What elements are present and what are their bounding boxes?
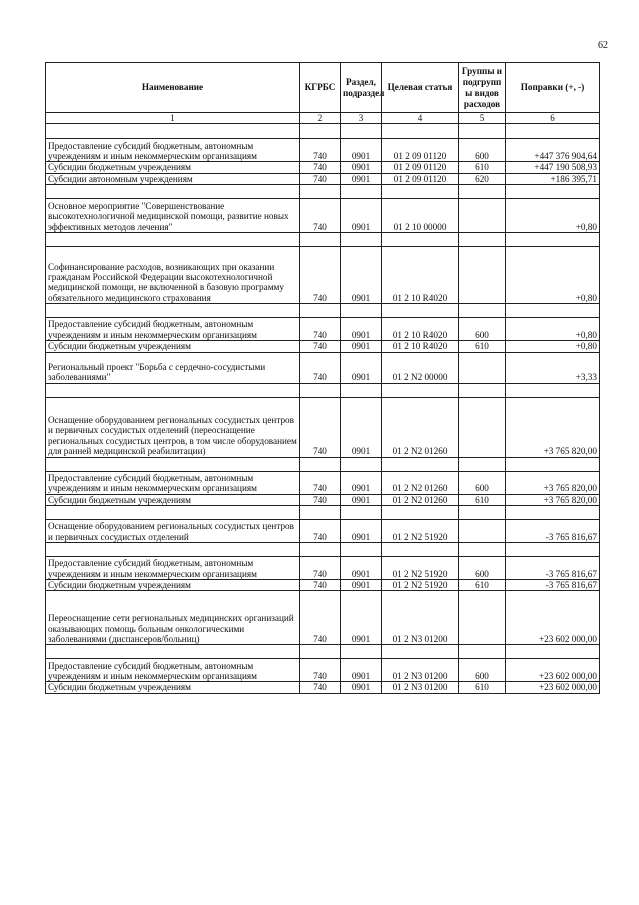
cell-amendment: +447 376 904,64 <box>506 139 600 162</box>
cell-name: Региональный проект "Борьба с сердечно-сосудистыми заболеваниями" <box>46 352 300 383</box>
cell-name: Оснащение оборудованием региональных сосудистых центров и первичных сосудистых отделений <box>46 520 300 543</box>
table-row <box>46 247 600 304</box>
cell-group <box>459 247 506 304</box>
cell-section: 0901 <box>341 471 382 494</box>
cell-group <box>459 457 506 471</box>
cell-section <box>341 304 382 318</box>
cell-target <box>382 233 459 247</box>
cell-group: 620 <box>459 173 506 184</box>
cell-kgrbs <box>300 457 341 471</box>
cell-target: 01 2 N3 01200 <box>382 591 459 645</box>
cell-target: 01 2 N2 51920 <box>382 580 459 591</box>
table-row <box>46 543 600 557</box>
table-row <box>46 199 600 233</box>
cell-name <box>46 457 300 471</box>
cell-amendment: +3,33 <box>506 352 600 383</box>
cell-target: 01 2 N2 51920 <box>382 520 459 543</box>
cell-kgrbs: 740 <box>300 318 341 341</box>
cell-target: 01 2 N3 01200 <box>382 659 459 682</box>
cell-kgrbs: 740 <box>300 591 341 645</box>
cell-target <box>382 124 459 139</box>
cell-section: 0901 <box>341 557 382 580</box>
cell-section: 0901 <box>341 591 382 645</box>
col-number: 4 <box>382 113 459 124</box>
cell-kgrbs: 740 <box>300 247 341 304</box>
cell-amendment: +3 765 820,00 <box>506 471 600 494</box>
cell-name: Субсидии автономным учреждениям <box>46 173 300 184</box>
cell-section <box>341 185 382 199</box>
cell-group <box>459 233 506 247</box>
cell-target: 01 2 10 R4020 <box>382 247 459 304</box>
table-row <box>46 397 600 457</box>
cell-amendment: +0,80 <box>506 318 600 341</box>
page-number: 62 <box>598 40 608 51</box>
cell-section <box>341 645 382 659</box>
cell-group: 600 <box>459 139 506 162</box>
cell-kgrbs: 740 <box>300 494 341 505</box>
cell-group <box>459 543 506 557</box>
cell-group: 600 <box>459 471 506 494</box>
header-target: Целевая статья <box>382 63 459 113</box>
cell-name: Предоставление субсидий бюджетным, автономным учреждениям и иным некоммерческим организациям <box>46 139 300 162</box>
table-row <box>46 682 600 693</box>
cell-group <box>459 185 506 199</box>
table-row <box>46 591 600 645</box>
cell-name <box>46 645 300 659</box>
table-row <box>46 352 600 383</box>
cell-target: 01 2 10 R4020 <box>382 318 459 341</box>
cell-section: 0901 <box>341 173 382 184</box>
cell-kgrbs: 740 <box>300 173 341 184</box>
col-number: 1 <box>46 113 300 124</box>
cell-group: 600 <box>459 557 506 580</box>
cell-amendment <box>506 543 600 557</box>
header-amendment: Поправки (+, -) <box>506 63 600 113</box>
cell-amendment: +23 602 000,00 <box>506 682 600 693</box>
cell-group <box>459 397 506 457</box>
cell-kgrbs: 740 <box>300 520 341 543</box>
cell-section: 0901 <box>341 580 382 591</box>
cell-target <box>382 304 459 318</box>
cell-group: 610 <box>459 494 506 505</box>
cell-target: 01 2 N2 01260 <box>382 494 459 505</box>
col-number: 5 <box>459 113 506 124</box>
table-row <box>46 304 600 318</box>
table-row <box>46 124 600 139</box>
table-row <box>46 494 600 505</box>
cell-target: 01 2 09 01120 <box>382 139 459 162</box>
cell-group <box>459 520 506 543</box>
cell-section <box>341 233 382 247</box>
cell-kgrbs: 740 <box>300 471 341 494</box>
table-row <box>46 580 600 591</box>
cell-section: 0901 <box>341 162 382 173</box>
cell-name <box>46 304 300 318</box>
cell-name: Субсидии бюджетным учреждениям <box>46 341 300 352</box>
cell-group: 610 <box>459 162 506 173</box>
cell-group: 610 <box>459 341 506 352</box>
cell-section: 0901 <box>341 494 382 505</box>
cell-kgrbs: 740 <box>300 162 341 173</box>
table-row <box>46 341 600 352</box>
header-kgrbs: КГРБС <box>300 63 341 113</box>
cell-section: 0901 <box>341 397 382 457</box>
cell-kgrbs: 740 <box>300 557 341 580</box>
cell-kgrbs <box>300 185 341 199</box>
cell-section <box>341 457 382 471</box>
header-name: Наименование <box>46 63 300 113</box>
cell-amendment: +23 602 000,00 <box>506 591 600 645</box>
cell-group <box>459 506 506 520</box>
cell-target <box>382 457 459 471</box>
cell-group: 600 <box>459 659 506 682</box>
cell-name: Основное мероприятие "Совершенствование высокотехнологичной медицинской помощи, развитие новых эффективных методов лечения" <box>46 199 300 233</box>
cell-kgrbs <box>300 645 341 659</box>
cell-kgrbs <box>300 543 341 557</box>
cell-target: 01 2 10 R4020 <box>382 341 459 352</box>
col-number: 2 <box>300 113 341 124</box>
table-row <box>46 520 600 543</box>
cell-name <box>46 233 300 247</box>
table-row <box>46 659 600 682</box>
cell-name <box>46 185 300 199</box>
cell-name <box>46 506 300 520</box>
cell-amendment <box>506 506 600 520</box>
cell-amendment: -3 765 816,67 <box>506 557 600 580</box>
cell-kgrbs <box>300 304 341 318</box>
cell-kgrbs <box>300 124 341 139</box>
cell-name: Субсидии бюджетным учреждениям <box>46 682 300 693</box>
table-row <box>46 457 600 471</box>
cell-amendment: +3 765 820,00 <box>506 397 600 457</box>
table-row <box>46 645 600 659</box>
cell-group <box>459 352 506 383</box>
table-row <box>46 173 600 184</box>
cell-kgrbs: 740 <box>300 580 341 591</box>
cell-target: 01 2 09 01120 <box>382 173 459 184</box>
cell-amendment <box>506 457 600 471</box>
cell-amendment: -3 765 816,67 <box>506 520 600 543</box>
cell-name: Предоставление субсидий бюджетным, автономным учреждениям и иным некоммерческим организациям <box>46 471 300 494</box>
cell-section: 0901 <box>341 247 382 304</box>
cell-group <box>459 304 506 318</box>
cell-kgrbs: 740 <box>300 659 341 682</box>
cell-section: 0901 <box>341 139 382 162</box>
table-row <box>46 233 600 247</box>
table-row <box>46 471 600 494</box>
cell-kgrbs <box>300 233 341 247</box>
cell-section: 0901 <box>341 520 382 543</box>
cell-section: 0901 <box>341 352 382 383</box>
col-number: 6 <box>506 113 600 124</box>
cell-name: Предоставление субсидий бюджетным, автономным учреждениям и иным некоммерческим организациям <box>46 557 300 580</box>
cell-target <box>382 543 459 557</box>
table-row <box>46 185 600 199</box>
table-row <box>46 139 600 162</box>
cell-kgrbs <box>300 383 341 397</box>
cell-section <box>341 543 382 557</box>
cell-group <box>459 199 506 233</box>
cell-name <box>46 543 300 557</box>
cell-target: 01 2 10 00000 <box>382 199 459 233</box>
cell-name: Переоснащение сети региональных медицинских организаций оказывающих помощь больным онкологическими заболеваниями (диспансеров/больниц) <box>46 591 300 645</box>
budget-amendments-table <box>45 62 600 694</box>
cell-group: 600 <box>459 318 506 341</box>
cell-section <box>341 383 382 397</box>
cell-kgrbs: 740 <box>300 199 341 233</box>
cell-group <box>459 645 506 659</box>
cell-kgrbs: 740 <box>300 352 341 383</box>
cell-amendment <box>506 383 600 397</box>
cell-amendment: +0,80 <box>506 247 600 304</box>
table-row <box>46 383 600 397</box>
cell-target: 01 2 N2 01260 <box>382 471 459 494</box>
table-row <box>46 318 600 341</box>
cell-amendment: +3 765 820,00 <box>506 494 600 505</box>
cell-section: 0901 <box>341 682 382 693</box>
cell-group <box>459 124 506 139</box>
cell-target: 01 2 N3 01200 <box>382 682 459 693</box>
cell-name: Софинансирование расходов, возникающих при оказании гражданам Российской Федерации высокотехнологичной медицинской помощи, не включенной в базовую программу обязательного медицинского страхования <box>46 247 300 304</box>
cell-kgrbs <box>300 506 341 520</box>
cell-section: 0901 <box>341 659 382 682</box>
cell-amendment <box>506 645 600 659</box>
col-number: 3 <box>341 113 382 124</box>
header-section: Раздел, подраздел <box>341 63 382 113</box>
cell-name: Предоставление субсидий бюджетным, автономным учреждениям и иным некоммерческим организациям <box>46 659 300 682</box>
cell-kgrbs: 740 <box>300 341 341 352</box>
cell-target <box>382 185 459 199</box>
table-row <box>46 162 600 173</box>
cell-name <box>46 383 300 397</box>
cell-name: Предоставление субсидий бюджетным, автономным учреждениям и иным некоммерческим организациям <box>46 318 300 341</box>
cell-group: 610 <box>459 682 506 693</box>
cell-group: 610 <box>459 580 506 591</box>
table-row <box>46 557 600 580</box>
cell-target: 01 2 N2 51920 <box>382 557 459 580</box>
table-row <box>46 506 600 520</box>
cell-amendment: +0,80 <box>506 341 600 352</box>
cell-section: 0901 <box>341 318 382 341</box>
cell-group <box>459 591 506 645</box>
cell-target: 01 2 N2 01260 <box>382 397 459 457</box>
cell-target: 01 2 N2 00000 <box>382 352 459 383</box>
cell-target <box>382 645 459 659</box>
cell-name: Субсидии бюджетным учреждениям <box>46 162 300 173</box>
cell-amendment <box>506 185 600 199</box>
cell-group <box>459 383 506 397</box>
cell-kgrbs: 740 <box>300 397 341 457</box>
cell-target <box>382 383 459 397</box>
cell-amendment: -3 765 816,67 <box>506 580 600 591</box>
cell-target: 01 2 09 01120 <box>382 162 459 173</box>
cell-kgrbs: 740 <box>300 682 341 693</box>
cell-amendment <box>506 304 600 318</box>
cell-section <box>341 506 382 520</box>
cell-name <box>46 124 300 139</box>
cell-section: 0901 <box>341 341 382 352</box>
cell-name: Субсидии бюджетным учреждениям <box>46 494 300 505</box>
cell-target <box>382 506 459 520</box>
cell-section <box>341 124 382 139</box>
cell-name: Оснащение оборудованием региональных сосудистых центров и первичных сосудистых отделений (переоснащение региональных сосудистых центров, в том числе оборудованием для ранней медицинской реабилитации) <box>46 397 300 457</box>
cell-amendment: +186 395,71 <box>506 173 600 184</box>
cell-amendment: +23 602 000,00 <box>506 659 600 682</box>
cell-amendment <box>506 124 600 139</box>
cell-amendment: +447 190 508,93 <box>506 162 600 173</box>
cell-section: 0901 <box>341 199 382 233</box>
header-group: Группы и подгрупп ы видов расходов <box>459 63 506 113</box>
cell-amendment <box>506 233 600 247</box>
cell-amendment: +0,80 <box>506 199 600 233</box>
cell-kgrbs: 740 <box>300 139 341 162</box>
cell-name: Субсидии бюджетным учреждениям <box>46 580 300 591</box>
